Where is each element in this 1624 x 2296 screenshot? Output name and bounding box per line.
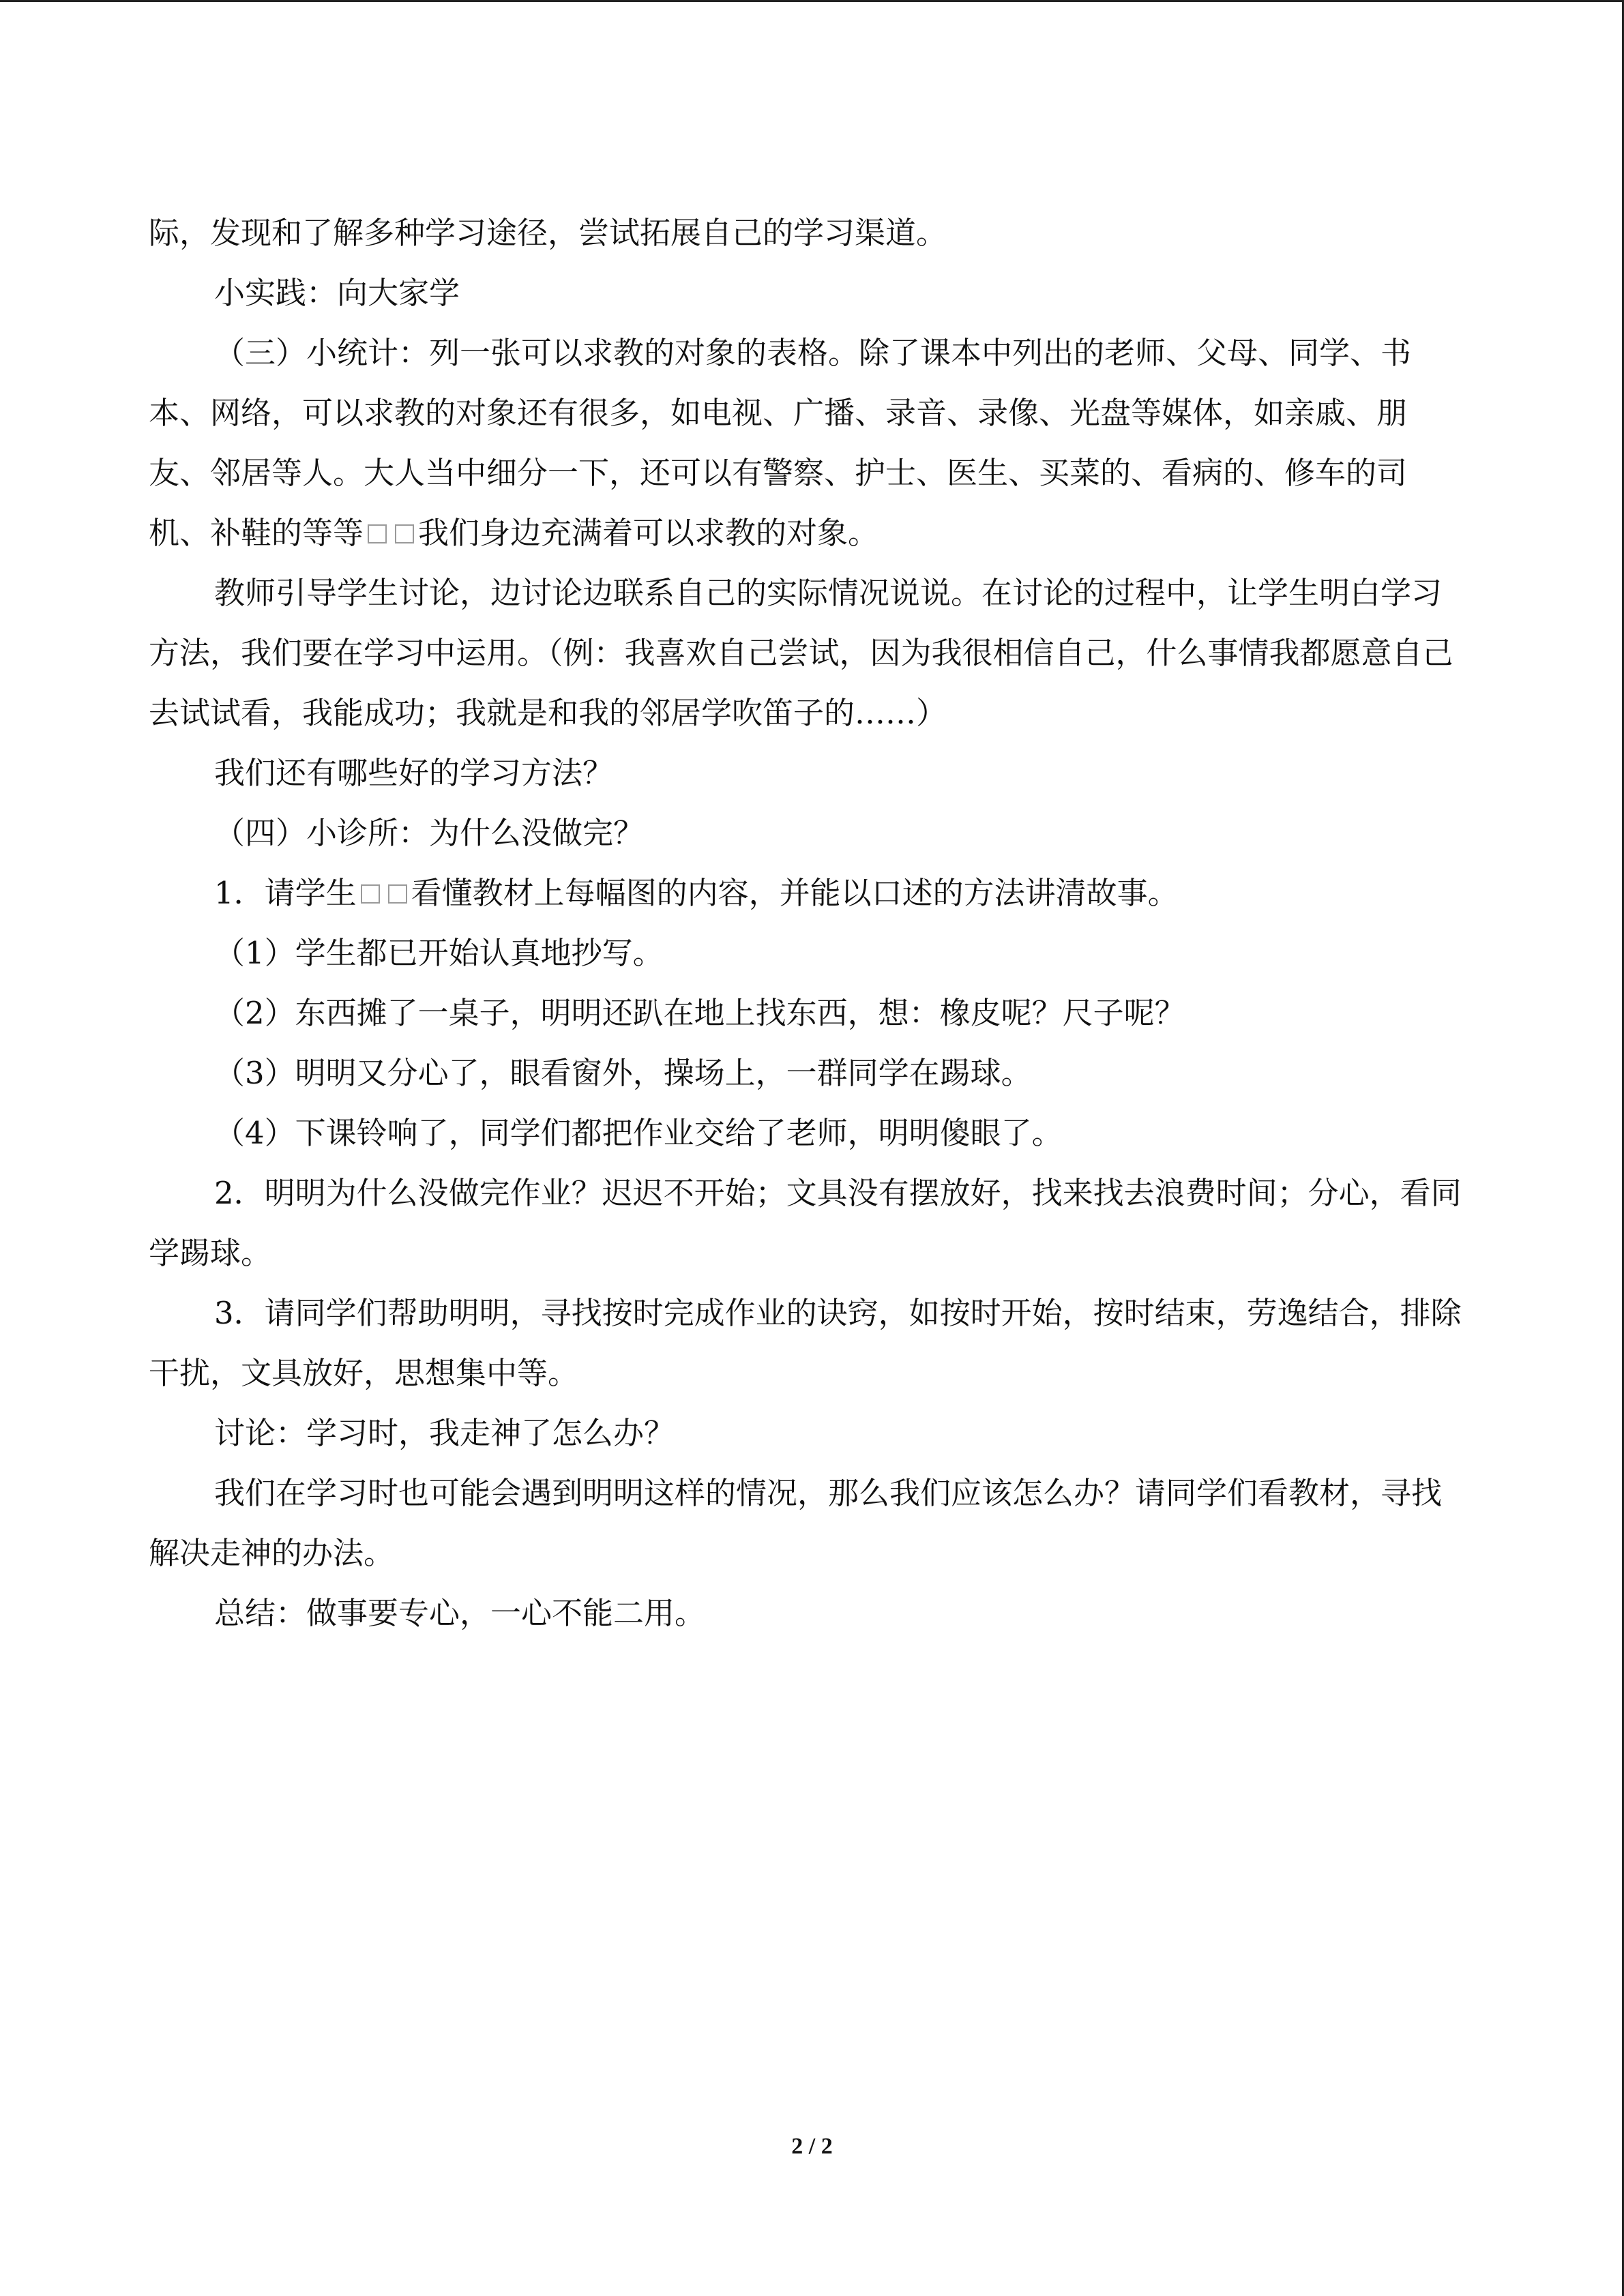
paragraph-solution [149, 1463, 1462, 1583]
paragraph-sub-3-text: （3）明明又分心了，眼看窗外，操场上，一群同学在踢球。 [214, 1055, 1032, 1091]
paragraph-practice [149, 263, 1462, 323]
paragraph-solution-text: 我们在学习时也可能会遇到明明这样的情况，那么我们应该怎么办？请同学们看教材，寻找解决走神的办法。 [149, 1475, 1443, 1571]
missing-glyph-box [388, 884, 407, 904]
paragraph-practice-text: 小实践：向大家学 [214, 275, 460, 311]
paragraph-question-text: 我们还有哪些好的学习方法？ [214, 755, 614, 791]
document-body [149, 203, 1462, 1643]
paragraph-1 [149, 203, 1462, 263]
paragraph-item-3-text: 3．请同学们帮助明明，寻找按时完成作业的诀窍，如按时开始，按时结束，劳逸结合，排除干扰，文具放好，思想集中等。 [149, 1295, 1462, 1391]
missing-glyph-box [368, 524, 387, 543]
paragraph-summary [149, 1583, 1462, 1643]
paragraph-discussion-text: 教师引导学生讨论，边讨论边联系自己的实际情况说说。在讨论的过程中，让学生明白学习方法，我们要在学习中运用。（例：我喜欢自己尝试，因为我很相信自己，什么事情我都愿意自己去试试看，我能成功；我就是和我的邻居学吹笛子的……） [149, 575, 1453, 731]
paragraph-item-3 [149, 1283, 1462, 1403]
paragraph-item-1-text-a: 1．请学生 [214, 875, 357, 911]
paragraph-question [149, 743, 1462, 803]
paragraph-sub-4 [149, 1103, 1462, 1163]
paragraph-sub-1-text: （1）学生都已开始认真地抄写。 [214, 935, 664, 971]
paragraph-summary-text: 总结：做事要专心，一心不能二用。 [214, 1595, 706, 1631]
paragraph-discuss-distraction-text: 讨论：学习时，我走神了怎么办？ [214, 1415, 675, 1451]
page-number: 2 / 2 [791, 2134, 833, 2159]
paragraph-item-1-text-b: 看懂教材上每幅图的内容，并能以口述的方法讲清故事。 [411, 875, 1179, 911]
paragraph-statistics [149, 323, 1462, 563]
missing-glyph-box [361, 884, 380, 904]
paragraph-sub-3 [149, 1043, 1462, 1103]
paragraph-clinic-heading-text: （四）小诊所：为什么没做完？ [214, 815, 645, 851]
paragraph-sub-1 [149, 923, 1462, 983]
paragraph-discuss-distraction [149, 1403, 1462, 1463]
paragraph-sub-2 [149, 983, 1462, 1043]
missing-glyph-box [395, 524, 414, 543]
paragraph-sub-4-text: （4）下课铃响了，同学们都把作业交给了老师，明明傻眼了。 [214, 1115, 1063, 1151]
paragraph-clinic-heading [149, 803, 1462, 863]
paragraph-sub-2-text: （2）东西摊了一桌子，明明还趴在地上找东西，想：橡皮呢？尺子呢？ [214, 995, 1185, 1031]
paragraph-1-text: 际，发现和了解多种学习途径，尝试拓展自己的学习渠道。 [149, 215, 947, 251]
paragraph-item-2 [149, 1163, 1462, 1283]
paragraph-statistics-text-b: 我们身边充满着可以求教的对象。 [418, 515, 879, 551]
paragraph-statistics-text-a: （三）小统计：列一张可以求教的对象的表格。除了课本中列出的老师、父母、同学、书本、网络，可以求教的对象还有很多，如电视、广播、录音、录像、光盘等媒体，如亲戚、朋友、邻居等人。大人当中细分一下，还可以有警察、护士、医生、买菜的、看病的、修车的司机、补鞋的等等 [149, 335, 1412, 551]
paragraph-item-1 [149, 863, 1462, 923]
paragraph-item-2-text: 2．明明为什么没做完作业？迟迟不开始；文具没有摆放好，找来找去浪费时间；分心，看同学踢球。 [149, 1175, 1462, 1271]
top-border [0, 0, 1624, 2]
paragraph-discussion [149, 563, 1462, 743]
